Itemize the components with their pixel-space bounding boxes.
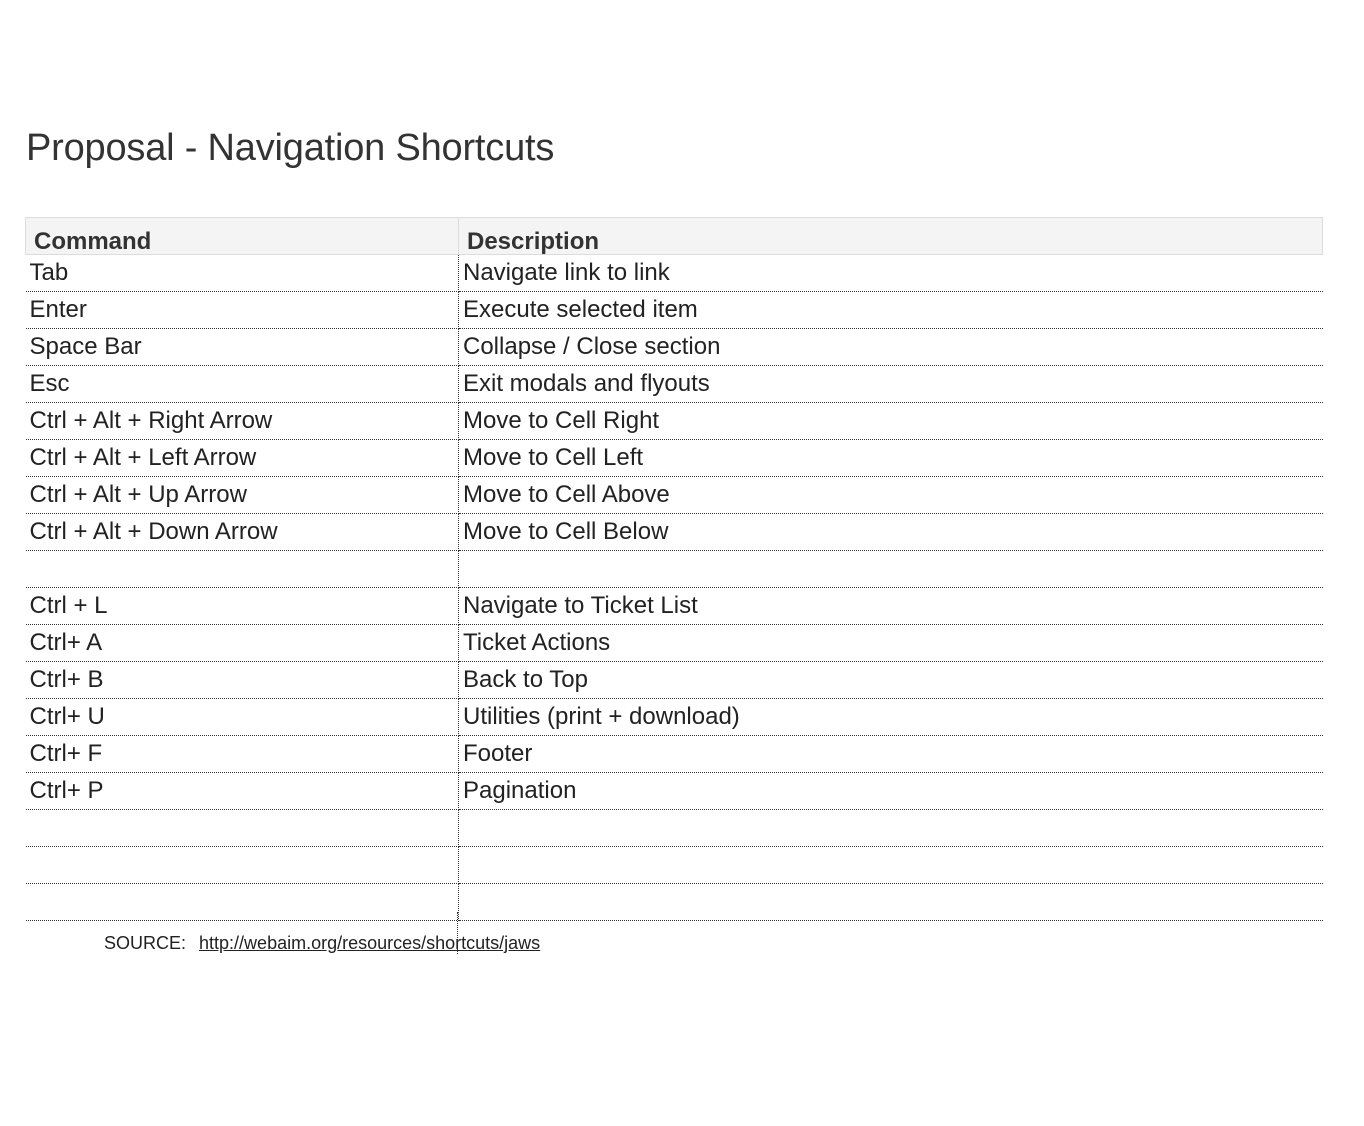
command-cell: Ctrl + Alt + Left Arrow [26,440,459,477]
table-row [26,810,1323,847]
description-cell [459,551,1323,588]
source-link[interactable]: http://webaim.org/resources/shortcuts/jaws [199,933,541,953]
command-cell: Ctrl+ U [26,699,459,736]
table-row [26,440,1323,477]
table-row [26,588,1323,625]
command-cell: Ctrl+ F [26,736,459,773]
table-row [26,699,1323,736]
source-line [104,933,540,954]
description-cell: Move to Cell Left [459,440,1323,477]
description-cell: Utilities (print + download) [459,699,1323,736]
table-row [26,884,1323,921]
description-cell: Execute selected item [459,292,1323,329]
description-cell [459,884,1323,921]
description-cell [459,810,1323,847]
command-cell: Ctrl + L [26,588,459,625]
description-cell: Ticket Actions [459,625,1323,662]
table-header-row [26,218,1323,255]
command-cell [26,884,459,921]
command-cell [26,810,459,847]
description-cell: Navigate link to link [459,255,1323,292]
table-row [26,477,1323,514]
table-row [26,551,1323,588]
command-cell [26,847,459,884]
command-cell: Ctrl + Alt + Down Arrow [26,514,459,551]
table-row [26,329,1323,366]
description-cell [459,847,1323,884]
description-cell: Navigate to Ticket List [459,588,1323,625]
description-cell: Move to Cell Above [459,477,1323,514]
command-cell: Enter [26,292,459,329]
table-row [26,736,1323,773]
table-row [26,292,1323,329]
description-cell: Collapse / Close section [459,329,1323,366]
header-description: Description [459,218,1323,255]
command-cell: Esc [26,366,459,403]
table-body [26,255,1323,921]
table-row [26,514,1323,551]
shortcuts-table [25,217,1323,921]
table-row [26,773,1323,810]
description-cell: Footer [459,736,1323,773]
table-row [26,662,1323,699]
command-cell: Ctrl+ B [26,662,459,699]
command-cell: Space Bar [26,329,459,366]
command-cell: Ctrl + Alt + Up Arrow [26,477,459,514]
description-cell: Move to Cell Below [459,514,1323,551]
description-cell: Move to Cell Right [459,403,1323,440]
description-cell: Exit modals and flyouts [459,366,1323,403]
table-row [26,255,1323,292]
table-row [26,366,1323,403]
command-cell [26,551,459,588]
command-cell: Ctrl + Alt + Right Arrow [26,403,459,440]
description-cell: Pagination [459,773,1323,810]
header-command: Command [26,218,459,255]
command-cell: Ctrl+ P [26,773,459,810]
table-row [26,403,1323,440]
table-row [26,625,1323,662]
description-cell: Back to Top [459,662,1323,699]
page-title: Proposal - Navigation Shortcuts [26,127,555,169]
command-cell: Tab [26,255,459,292]
command-cell: Ctrl+ A [26,625,459,662]
source-label: SOURCE: [104,933,187,953]
table-row [26,847,1323,884]
